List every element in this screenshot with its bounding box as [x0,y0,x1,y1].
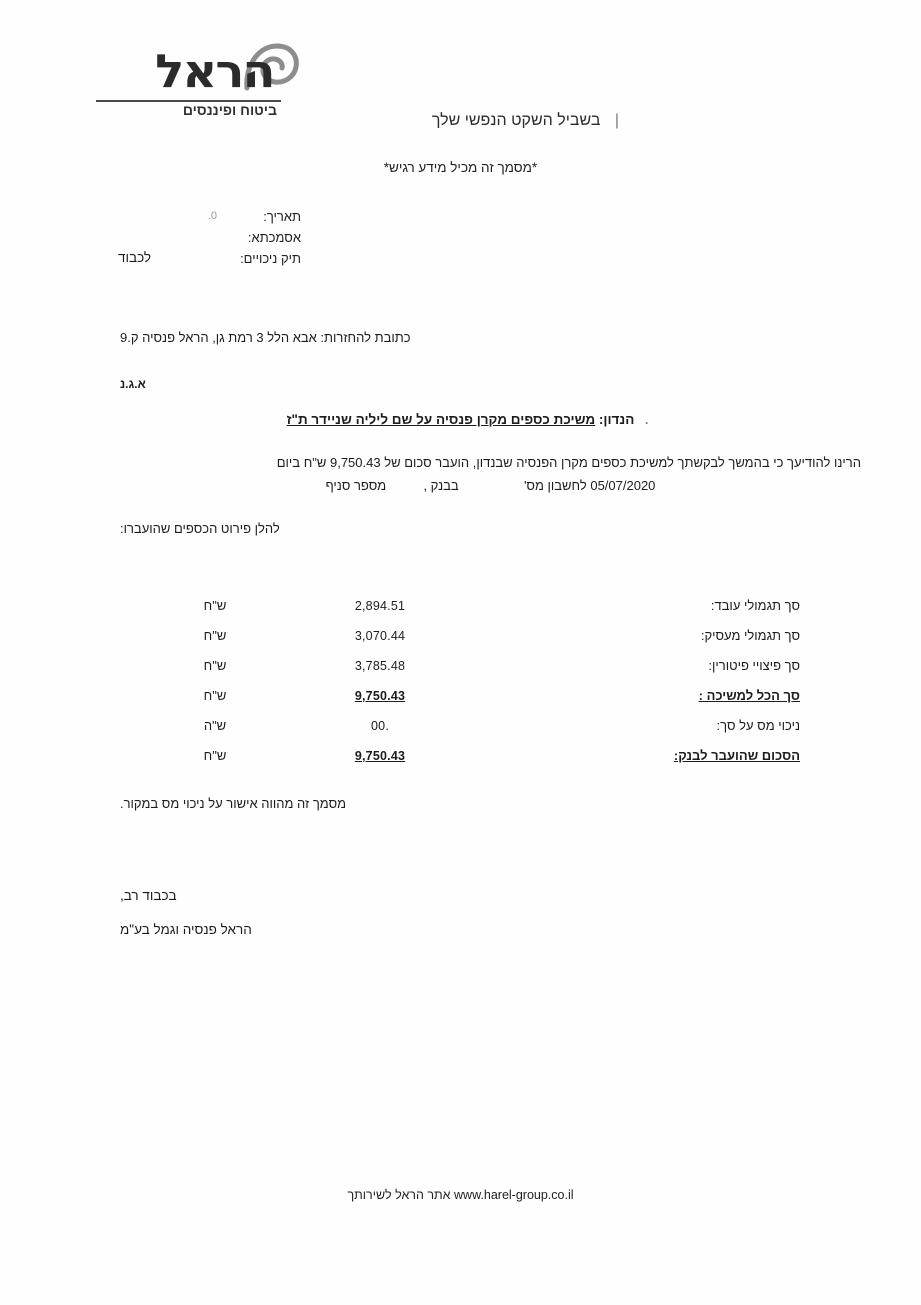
file-label: תיק ניכויים: [240,251,301,266]
details-intro: להלן פירוט הכספים שהועברו: [120,521,280,536]
paragraph-account-label: לחשבון מס' [523,478,587,493]
row-currency: ש"ח [203,598,227,613]
row-label: הסכום שהועבר לבנק: [673,748,800,763]
document-meta [208,206,301,269]
return-address: כתובת להחזרות: אבא הלל 3 רמת גן, הראל פנסיה ק.9 [120,330,411,345]
meta-row-asmachta [208,227,301,248]
paragraph-date: 05/07/2020 [590,478,656,493]
row-amount: .00 [371,719,389,733]
table-row [120,598,800,628]
row-amount: 2,894.51 [354,599,406,613]
meta-row-file [208,248,301,269]
tagline-separator: | [614,112,619,129]
table-row [120,658,800,688]
table-row [120,718,800,748]
asmachta-label: אסמכתא: [247,230,301,245]
table-row-transferred [120,748,800,778]
tax-note: מסמך זה מהווה אישור על ניכוי מס במקור. [120,796,347,811]
logo-wordmark: הראל [155,44,274,98]
subject-line [0,412,921,430]
footer-text: אתר הראל לשירותך [347,1188,451,1202]
closing-line-1: בכבוד רב, [120,888,177,903]
row-label: סך פיצויי פיטורין: [708,658,800,673]
salutation: א.ג.נ [120,377,146,391]
closing-line-2: הראל פנסיה וגמל בע"מ [120,922,252,937]
row-currency: ש"ה [203,718,227,733]
date-label: תאריך: [263,209,301,224]
table-row [120,628,800,658]
row-currency: ש"ח [203,628,227,643]
paragraph-branch-label: מספר סניף [325,478,387,493]
harel-logo [66,40,281,135]
subject-label: הנדון: [598,412,635,427]
sensitive-notice: *מסמך זה מכיל מידע רגיש* [383,160,538,175]
subject-text: משיכת כספים מקרן פנסיה על שם ליליה שניידר ת"ז [286,412,596,427]
table-row-total [120,688,800,718]
paragraph-line1-a: הרינו להודיעך כי בהמשך לבקשתך למשיכת כספים מקרן הפנסיה שבנדון, הועבר סכום של [384,455,861,470]
tagline-text: בשביל השקט הנפשי שלך [431,112,601,129]
paragraph-bank-label: בבנק , [423,478,459,493]
amounts-table [120,598,800,778]
row-currency: ש"ח [203,748,227,763]
row-label: סך תגמולי עובד: [710,598,800,613]
subject-mark: · [645,416,649,430]
row-label: סך הכל למשיכה : [698,688,800,703]
row-currency: ש"ח [203,658,227,673]
recipient-block [118,250,151,267]
date-value: 0. [207,210,217,222]
row-label: ניכוי מס על סך: [716,718,800,733]
logo-subtitle: ביטוח ופיננסים [182,102,277,118]
row-currency: ש"ח [203,688,227,703]
row-amount: 9,750.43 [354,689,406,703]
footer-url[interactable]: www.harel-group.co.il [454,1188,574,1202]
header-tagline [432,112,629,130]
row-label: סך תגמולי מעסיק: [700,628,800,643]
paragraph-amount: 9,750.43 [329,455,381,470]
page-footer [0,1188,921,1202]
paragraph-line2 [120,475,861,497]
meta-row-date [208,206,301,227]
main-paragraph [120,452,861,497]
row-amount: 3,070.44 [354,629,406,643]
row-amount: 9,750.43 [354,749,406,763]
recipient-label: לכבוד [118,250,152,265]
row-amount: 3,785.48 [354,659,406,673]
paragraph-line1-b: ש"ח ביום [276,455,327,470]
